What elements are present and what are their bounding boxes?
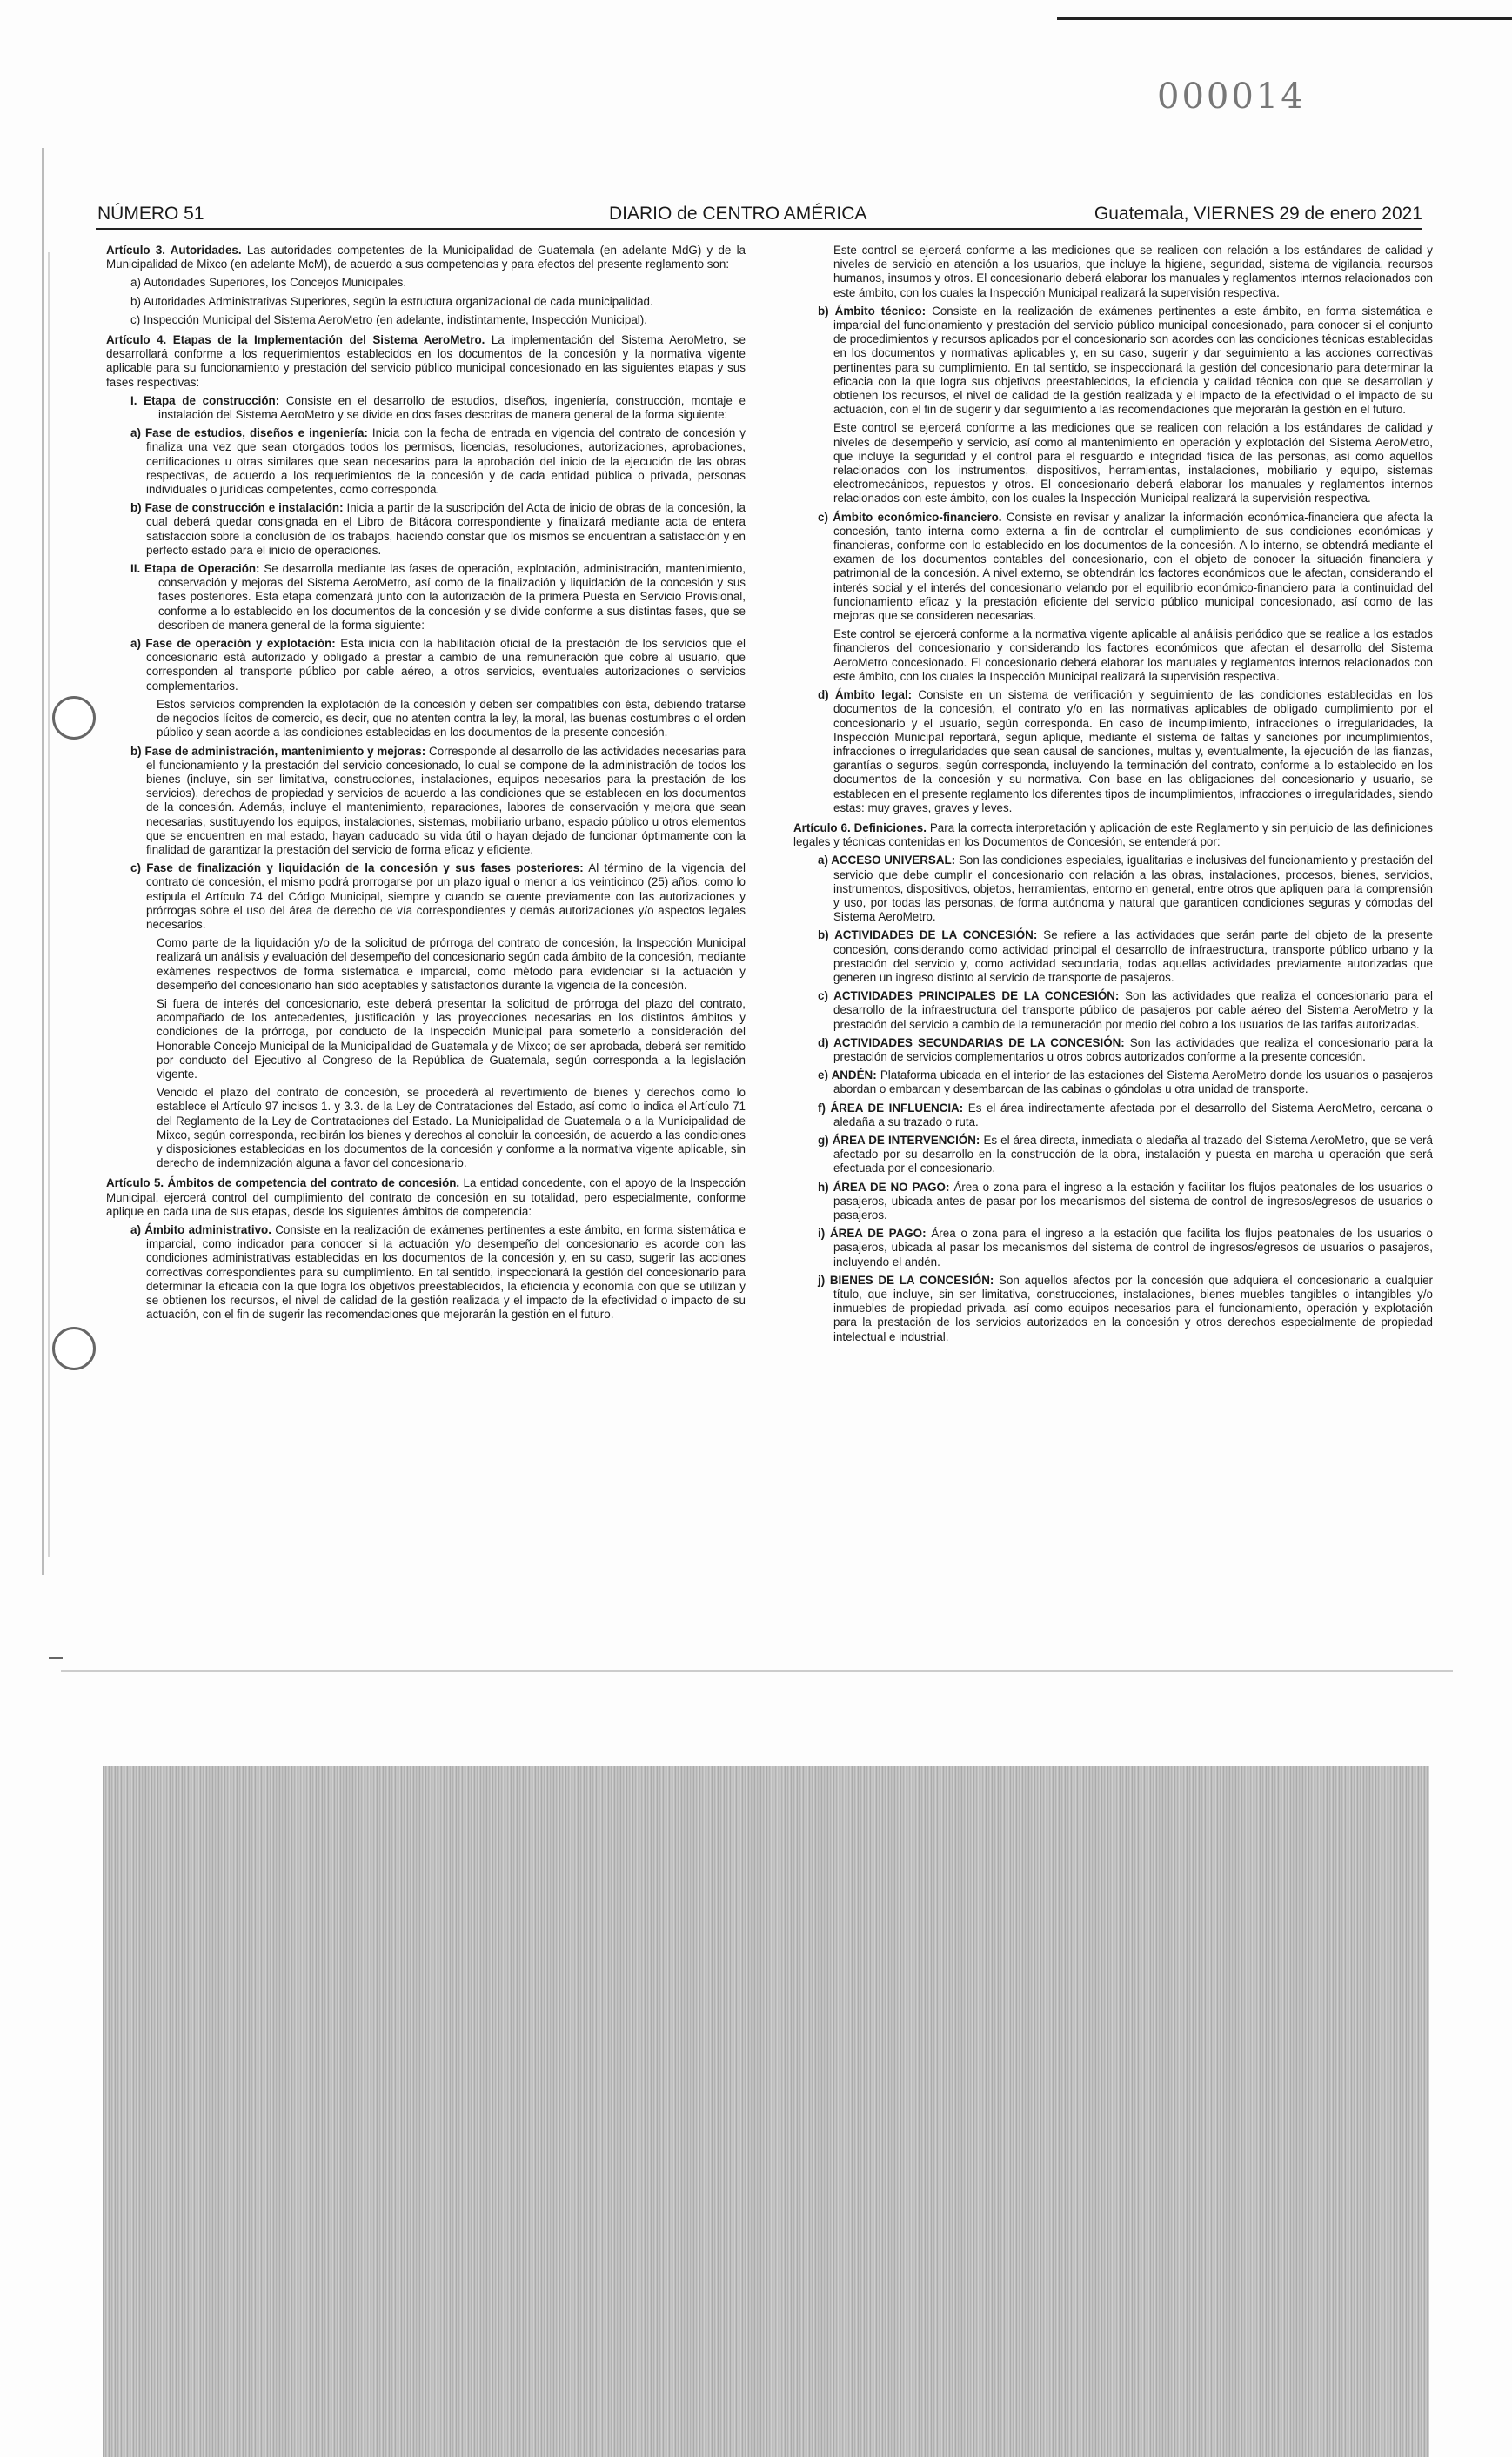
paragraph-heading: c) Ámbito económico-financiero. bbox=[818, 510, 1002, 524]
paragraph bbox=[793, 928, 1433, 985]
paragraph-heading: b) Ámbito técnico: bbox=[818, 304, 927, 318]
issue-date: Guatemala, VIERNES 29 de enero 2021 bbox=[1094, 204, 1422, 224]
paragraph bbox=[106, 276, 746, 290]
paragraph-heading: h) ÁREA DE NO PAGO: bbox=[818, 1180, 950, 1194]
paragraph bbox=[106, 1176, 746, 1219]
paragraph-heading: d) ACTIVIDADES SECUNDARIAS DE LA CONCESIÓN: bbox=[818, 1035, 1125, 1049]
paragraph-text: Se refiere a las actividades que serán parte del objeto de la presente concesión, considerando como actividad principal el desarrollo de infraestructura, transporte público urbano y la prestación del servicio y, como actividad secundaria, todas aquellas actividades previamente autorizadas que generen un ingreso distinto al servicio de transporte de pasajeros. bbox=[833, 928, 1433, 984]
paragraph-heading: d) Ámbito legal: bbox=[818, 688, 913, 702]
paragraph bbox=[106, 997, 746, 1081]
paragraph bbox=[106, 562, 746, 633]
paragraph-heading: Artículo 3. Autoridades. bbox=[106, 244, 242, 257]
paragraph bbox=[106, 745, 746, 858]
paragraph-heading: a) ACCESO UNIVERSAL: bbox=[818, 854, 956, 867]
paragraph-text: Para la correcta interpretación y aplicación de este Reglamento y sin perjuicio de las definiciones legales y técnicas contenidas en los Documentos de Concesión, se entenderá por: bbox=[793, 820, 1433, 849]
paragraph bbox=[793, 1134, 1433, 1176]
paragraph-text: Estos servicios comprenden la explotación de la concesión y deben ser compatibles con ésta, debiendo tratarse de negocios lícitos de comercio, es decir, que no atenten contra la ley, la moral, las buenas costumbres o el orden público y sean acorde a las condiciones establecidas en los documentos de la presente concesión. bbox=[157, 697, 746, 740]
paragraph-heading: a) Fase de operación y explotación: bbox=[130, 637, 336, 651]
paragraph-heading: a) Ámbito administrativo. bbox=[130, 1223, 271, 1236]
paragraph bbox=[793, 421, 1433, 505]
paragraph bbox=[793, 1036, 1433, 1064]
paragraph-heading: g) ÁREA DE INTERVENCIÓN: bbox=[818, 1133, 980, 1147]
paragraph bbox=[793, 244, 1433, 300]
paragraph bbox=[793, 305, 1433, 418]
scan-edge-line bbox=[42, 148, 44, 1575]
right-column bbox=[793, 244, 1433, 1349]
scanner-noise-band bbox=[103, 1766, 1429, 2457]
paragraph bbox=[793, 1227, 1433, 1269]
paragraph-text: Es el área directa, inmediata o aledaña al trazado del Sistema AeroMetro, que se verá afectado por su desarrollo en la construcción de la obra, instalación y puesta en marcha u operación que será efectuada por el concesionario. bbox=[833, 1133, 1433, 1175]
paragraph-heading: f) ÁREA DE INFLUENCIA: bbox=[818, 1101, 964, 1115]
paragraph-text: Si fuera de interés del concesionario, este deberá presentar la solicitud de prórroga del plazo del contrato, acompañado de los antecedentes, justificación y las proyecciones necesarias en los distintos ámbitos y condiciones de la prórroga, por conducto de la Inspección Municipal para someterlo a consideración del Honorable Concejo Municipal de la Municipalidad de Guatemala y de Mixco; de ser aprobada, deberá ser remitido por conducto del Ejecutivo al Congreso de la República de Guatemala, según corresponda a la legislación vigente. bbox=[157, 996, 746, 1081]
paragraph-text: Este control se ejercerá conforme a las mediciones que se realicen con relación a los estándares de calidad y niveles de servicio en atención a los usuarios, que incluye la higiene, seguridad, sistema de vigilancia, recursos humanos, insumos y otros. El concesionario deberá elaborar los manuales y reglamentos internos relacionados con este ámbito, con los cuales la Inspección Municipal realizará la supervisión respectiva. bbox=[833, 244, 1433, 299]
paragraph-text: Esta inicia con la habilitación oficial de la prestación de los servicios que el concesionario está autorizado y obligado a prestar a cambio de una remuneración que cobre al usuario, que corresponden al transporte público por cable aéreo, a otros servicios, eventuales autorizaciones o servicios complementarios. bbox=[146, 637, 746, 693]
paragraph-text: Las autoridades competentes de la Municipalidad de Guatemala (en adelante MdG) y de la Municipalidad de Mixco (en adelante McM), de acuerdo a sus competencias y para efectos del presente reglamento son: bbox=[106, 244, 746, 271]
paragraph-text: Corresponde al desarrollo de las actividades necesarias para el funcionamiento y la prestación del servicio concesionado, lo cual se compone de la administración de todos los bienes (incluye, sin ser limitativa, construcciones, instalaciones, equipos necesarios para la prestación de los servicios), derechos de propiedad y servicios de acuerdo a las condiciones que se establecen en los documentos de la concesión. Además, incluye el mantenimiento, reparaciones, labores de conservación y mejora que sean necesarias, sustituyendo los equipos, instalaciones, sistemas, mobiliario urbano, espacio público u otros elementos que se encuentren en mal estado, hayan caducado su vida útil o hayan dejado de funcionar óptimamente con la finalidad de garantizar la prestación del servicio de forma eficaz y eficiente. bbox=[146, 744, 746, 856]
paragraph-heading: II. Etapa de Operación: bbox=[130, 562, 260, 576]
paragraph-text: Consiste en un sistema de verificación y seguimiento de las condiciones establecidas en los documentos de la concesión, el contrato y/o en las normativas aplicables de obligado cumplimiento por el concesionario y el usuario, según corresponda. En caso de incumplimiento, infracciones o irregularidades, la Inspección Municipal reportará, según aplique, mediante el sistema de faltas y sanciones por incumplimientos, infracciones o irregularidades que sean causal de sanciones, multas y, eventualmente, la ejecución de las fianzas, garantías o seguros, según corresponda, incluyendo la terminación del contrato, conforme a lo establecido en los documentos de la concesión y su normativa. Con base en las obligaciones del concesionario y usuario, se establecen en el presente reglamento los diferentes tipos de incumplimientos, infracciones o irregularidades, siendo estas: muy graves, graves y leves. bbox=[833, 688, 1433, 814]
paragraph-text: La implementación del Sistema AeroMetro, se desarrollará conforme a los requerimientos establecidos en los documentos de la concesión y la normativa vigente aplicable para su funcionamiento y prestación del servicio público municipal concesionado en las siguientes etapas y sus fases respectivas: bbox=[106, 333, 746, 389]
paragraph-text: Son aquellos afectos por la concesión que adquiera el concesionario a cualquier título, que incluye, sin ser limitativa, construcciones, instalaciones, bienes muebles tangibles o intangibles y/o inmuebles de propiedad privada, así como equipos necesarios para el funcionamiento, operación y explotación para la prestación de los servicios autorizados en la concesión y otros derechos especialmente de propiedad intelectual e industrial. bbox=[833, 1273, 1433, 1343]
paragraph-text: Consiste en la realización de exámenes pertinentes a este ámbito, en forma sistemática e imparcial, como indicador para conocer si la actuación y/o desempeño del concesionario es acorde con las condiciones administrativas establecidas en los documentos de la concesión y, en su caso, sugerir las acciones correctivas correspondientes para su cumplimiento. En tal sentido, inspeccionará la gestión del concesionario para determinar la eficacia con la que logra los objetivos preestablecidos, la eficiencia y economía con que se utilizan y se obtienen los recursos, el nivel de calidad de la gestión realizada y el impacto de la efectividad o impacto de su actuación, con el fin de sugerir las recomendaciones que mejorarán la gestión en el futuro. bbox=[146, 1223, 746, 1322]
page-stamp-number: 000014 bbox=[1157, 77, 1306, 117]
paragraph-heading: i) ÁREA DE PAGO: bbox=[818, 1227, 927, 1241]
paragraph-text: Vencido el plazo del contrato de concesión, se procederá al revertimiento de bienes y derechos como lo establece el Artículo 97 incisos 1. y 3.3. de la Ley de Contrataciones del Estado, así como lo indica el Artículo 71 del Reglamento de la Ley de Contrataciones del Estado. La Municipalidad de Guatemala o a la Municipalidad de Mixco, según corresponda, recibirán los bienes y derechos al concluir la concesión, de acuerdo a las condiciones y disposiciones establecidas en los documentos de la concesión y conforme a la normativa vigente aplicable, sin derecho de indemnización alguna a favor del concesionario. bbox=[157, 1086, 746, 1170]
paragraph-heading: e) ANDÉN: bbox=[818, 1068, 877, 1082]
paragraph-text: Son las condiciones especiales, igualitarias e inclusivas del funcionamiento y prestación del servicio que debe cumplir el concesionario con relación a las obras, instalaciones, procesos, bienes, servicios, instrumentos, dispositivos, objetos, herramientas, entorno en general, entre otros que apliquen para la comprensión y uso, por todas las personas, de forma autónoma y natural que garanticen condiciones seguras y cómodas del Sistema AeroMetro. bbox=[833, 854, 1433, 924]
paragraph bbox=[793, 854, 1433, 924]
paragraph bbox=[793, 627, 1433, 684]
paragraph-text: La entidad concedente, con el apoyo de la Inspección Municipal, ejercerá control del cumplimiento del contrato de concesión en su totalidad, pero especialmente, conforme aplique en cada una de sus etapas, desde los siguientes ámbitos de competencia: bbox=[106, 1176, 746, 1218]
paragraph bbox=[106, 1086, 746, 1170]
punch-hole-icon bbox=[52, 1327, 96, 1370]
paragraph-heading: c) Fase de finalización y liquidación de la concesión y sus fases posteriores: bbox=[130, 861, 584, 875]
paragraph-text: Inicia a partir de la suscripción del Acta de inicio de obras de la concesión, la cual deberá quedar consignada en el Libro de Bitácora correspondiente y finalizará mediante acta de entera satisfacción sobre la conclusión de los trabajos, haciendo constar que los mismos se encuentran a satisfacción y en perfecto estado para el inicio de operaciones. bbox=[146, 501, 746, 557]
left-column bbox=[106, 244, 746, 1326]
paragraph-heading: b) ACTIVIDADES DE LA CONCESIÓN: bbox=[818, 928, 1038, 942]
paragraph bbox=[106, 333, 746, 390]
paragraph-text: Consiste en revisar y analizar la información económica-financiera que afecta la concesión, tanto interna como externa a fin de controlar el cumplimiento de sus condiciones económicas y financieras, conforme con lo establecido en los documentos de la concesión. A lo interno, se obtendrá mediante el examen de los documentos contables del concesionario, con el objeto de conocer la situación financiera y patrimonial de la concesión. A nivel externo, se obtendrán los factores económicos que le afectan, considerando el interés social y el interés del concesionario velando por el equilibrio económico-financiero para la continuidad del funcionamiento eficaz y la prestación eficiente del servicio público municipal concesionado, así como de las mejoras que se consideren necesarias. bbox=[833, 510, 1433, 623]
paragraph bbox=[106, 394, 746, 422]
punch-hole-icon bbox=[52, 696, 96, 740]
scan-tick-mark bbox=[49, 1657, 63, 1659]
paragraph-text: Inicia con la fecha de entrada en vigencia del contrato de concesión y finaliza una vez que sean otorgados todos los permisos, licencias, resoluciones, autorizaciones, aprobaciones, certificaciones u otras similares que sean necesarios para la aprobación del inicio de la ejecución de las obras respectivas, de acuerdo a los requerimientos de la concesión y de cada entidad pública o privada, personas individuales o jurídicas competentes, como corresponda. bbox=[146, 426, 746, 497]
paragraph-text: Plataforma ubicada en el interior de las estaciones del Sistema AeroMetro donde los usuarios o pasajeros abordan o embarcan y desembarcan de las cabinas o góndolas u otra unidad de transporte. bbox=[833, 1068, 1434, 1096]
paragraph-text: Consiste en el desarrollo de estudios, diseños, ingeniería, construcción, montaje e instalación del Sistema AeroMetro y se divide en dos fases descritas de manera general de la forma siguiente: bbox=[158, 393, 746, 422]
paragraph bbox=[106, 244, 746, 271]
paragraph bbox=[793, 1068, 1433, 1096]
paragraph-heading: Artículo 4. Etapas de la Implementación del Sistema AeroMetro. bbox=[106, 333, 485, 347]
paragraph bbox=[106, 698, 746, 740]
paragraph-text: Este control se ejercerá conforme a las mediciones que se realicen con relación a los estándares de calidad y niveles de desempeño y servicio, así como al mantenimiento en operación y explotación del Sistema AeroMetro, que incluye la seguridad y el control para el resguardo e integridad física de las personas, así como aquellos relacionados con los instrumentos, dispositivos, herramientas, instalaciones, mobiliario y equipo, sistemas electromecánicos, repuestos y otros. El concesionario deberá elaborar los manuales y reglamentos internos relacionados con este ámbito, con los cuales la Inspección Municipal realizará la supervisión respectiva. bbox=[833, 421, 1433, 505]
paragraph-text: Este control se ejercerá conforme a la normativa vigente aplicable al análisis periódico que se realice a los estados financieros del concesionario y considerando los factores económicos que afectan el desarrollo del Sistema AeroMetro concesionado. El concesionario deberá elaborar los manuales y reglamentos internos relacionados con este ámbito, con los cuales la Inspección Municipal realizará la supervisión respectiva. bbox=[833, 627, 1433, 683]
paragraph-text: Son las actividades que realiza el concesionario para el desarrollo de la infraestructura del transporte público de pasajeros por cable aéreo del Sistema AeroMetro y la prestación del servicio a cambio de la remuneración por medio del cobro a los usuarios de las tarifas autorizadas. bbox=[833, 989, 1433, 1031]
paragraph-heading: Artículo 6. Definiciones. bbox=[793, 820, 927, 834]
issue-number: NÚMERO 51 bbox=[97, 204, 204, 224]
newspaper-header bbox=[96, 202, 1422, 230]
paragraph bbox=[106, 313, 746, 327]
paragraph-text: c) Inspección Municipal del Sistema AeroMetro (en adelante, indistintamente, Inspección Municipal). bbox=[130, 312, 647, 326]
paragraph-heading: j) BIENES DE LA CONCESIÓN: bbox=[818, 1273, 994, 1287]
paragraph bbox=[793, 1181, 1433, 1223]
top-rule bbox=[1057, 17, 1512, 20]
paragraph-text: b) Autoridades Administrativas Superiores, según la estructura organizacional de cada municipalidad. bbox=[130, 294, 653, 308]
paragraph-text: Es el área indirectamente afectada por el desarrollo del Sistema AeroMetro, cercana o aledaña a su trazado o ruta. bbox=[833, 1101, 1433, 1128]
paragraph bbox=[793, 511, 1433, 624]
paragraph-heading: a) Fase de estudios, diseños e ingeniería: bbox=[130, 426, 368, 440]
paragraph-text: Como parte de la liquidación y/o de la solicitud de prórroga del contrato de concesión, la Inspección Municipal realizará un análisis y evaluación del desempeño del concesionario según cada ámbito de la concesión, mediante exámenes respectivos de forma sistemática e imparcial, como método para evidenciar si la actuación y desempeño del concesionario han sido aceptables y satisfactorios durante la vigencia de la concesión. bbox=[157, 936, 746, 992]
bottom-rule bbox=[61, 1670, 1453, 1672]
paragraph bbox=[106, 936, 746, 993]
newspaper-title: DIARIO de CENTRO AMÉRICA bbox=[609, 204, 867, 224]
paragraph-heading: c) ACTIVIDADES PRINCIPALES DE LA CONCESIÓN: bbox=[818, 989, 1120, 1003]
paragraph bbox=[793, 688, 1433, 815]
paragraph-text: Área o zona para el ingreso a la estación que facilita los flujos peatonales de los usuarios o pasajeros, ubicada al pasar los mecanismos del sistema de control de ingresos/egresos de usuarios o pasajeros, incluyendo el andén. bbox=[833, 1227, 1433, 1269]
paragraph bbox=[106, 637, 746, 693]
paragraph bbox=[106, 861, 746, 932]
paragraph-text: Al término de la vigencia del contrato de concesión, el mismo podrá prorrogarse por un plazo igual o menor a los veinticinco (25) años, como lo estipula el Artículo 74 del Código Municipal, siempre y cuando se cuente previamente con las autorizaciones y prórrogas sobre el uso del área de derecho de vía correspondientes y demás autorizaciones y/o aspectos legales necesarios. bbox=[146, 861, 746, 931]
paragraph-heading: b) Fase de administración, mantenimiento y mejoras: bbox=[130, 744, 426, 758]
paragraph bbox=[106, 1223, 746, 1322]
paragraph-text: a) Autoridades Superiores, los Concejos Municipales. bbox=[130, 276, 407, 290]
paragraph bbox=[793, 821, 1433, 849]
paragraph-heading: b) Fase de construcción e instalación: bbox=[130, 501, 344, 515]
paragraph bbox=[793, 989, 1433, 1032]
paragraph bbox=[106, 426, 746, 497]
paragraph bbox=[793, 1274, 1433, 1344]
paragraph bbox=[106, 501, 746, 558]
scan-edge-line-2 bbox=[48, 252, 50, 1557]
paragraph-text: Son las actividades que realiza el concesionario para la prestación de servicios complementarios u otros cobros autorizados conforme a la presente concesión. bbox=[833, 1035, 1433, 1063]
paragraph bbox=[106, 295, 746, 309]
paragraph bbox=[793, 1101, 1433, 1129]
paragraph-heading: Artículo 5. Ámbitos de competencia del contrato de concesión. bbox=[106, 1176, 460, 1190]
paragraph-text: Área o zona para el ingreso a la estación y facilitar los flujos peatonales de los usuarios o pasajeros, ubicada antes de pasar por los mecanismos del sistema de control de ingresos/egresos de usuarios o pasajeros. bbox=[833, 1180, 1433, 1222]
paragraph-heading: I. Etapa de construcción: bbox=[130, 393, 280, 407]
paragraph-text: Se desarrolla mediante las fases de operación, explotación, administración, mantenimiento, conservación y mejoras del Sistema AeroMetro, así como de la finalización y liquidación de la concesión y sus fases posteriores. Esta etapa comenzará junto con la autorización de la primera Puesta en Servicio Provisional, conforme a lo establecido en los documentos de la concesión y se divide conforme a sus distintas fases, que se describen de manera general de la forma siguiente: bbox=[158, 562, 746, 632]
paragraph-text: Consiste en la realización de exámenes pertinentes a este ámbito, en forma sistemática e imparcial del funcionamiento y prestación del servicio público municipal concesionado, para conocer si el conjunto de procedimientos y recursos aplicados por el concesionario son acordes con las condiciones técnicas establecidas en los documentos y normativas aplicables y, en su caso, sugerir y dar seguimiento a las acciones correctivas pertinentes para su cumplimiento. En tal sentido, se inspeccionará la gestión del concesionario para determinar la eficacia con la que logra sus objetivos preestablecidos, la eficiencia y calidad técnica con que se desarrollan y obtienen los recursos, el nivel de calidad de la gestión realizada y el impacto de la efectividad o el impacto de su actuación, con el fin de sugerir y dar seguimiento a las recomendaciones que mejorarán la gestión en el futuro. bbox=[833, 304, 1433, 417]
